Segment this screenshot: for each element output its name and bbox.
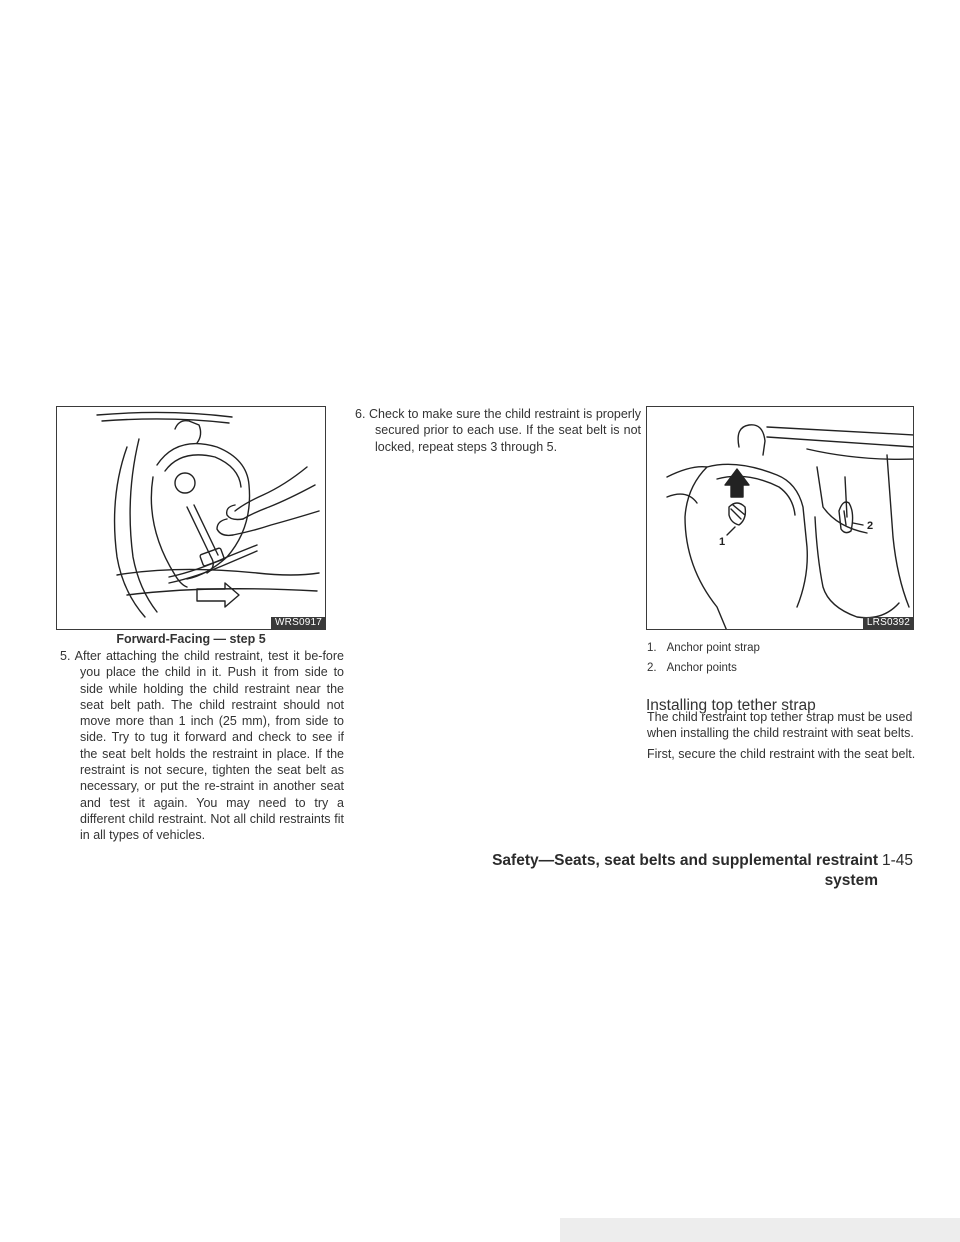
callout-2: 2	[867, 520, 874, 532]
legend-item	[647, 641, 917, 656]
figure-anchor-points	[646, 406, 914, 630]
legend-number: 2.	[647, 662, 657, 674]
figure-code: WRS0917	[271, 617, 325, 629]
watermark-band	[560, 1218, 960, 1242]
legend-label: Anchor points	[666, 662, 737, 674]
legend-label: Anchor point strap	[666, 642, 760, 654]
legend-number: 1.	[647, 642, 657, 654]
step-6-text: 6. Check to make sure the child restraint is properly secured prior to each use. If the seat belt is not locked, repeat steps 3 through 5.	[355, 407, 641, 454]
page-number: 1-45	[882, 852, 914, 869]
anchor-point-illustration	[647, 407, 914, 630]
step-5-text: 5. After attaching the child restraint, test it be-fore you place the child in it. Push it from side to side while holding the child restraint near the seat belt path. The child restraint should not move more than 1 inch (25 mm), from side to side. Try to tug it forward and check to see if the seat belt holds the restraint in place. If the restraint is not secure, tighten the seat belt as necessary, or put the re-straint in another seat and test it again. You may need to try a different child restraint. Not all child restraints fit in all types of vehicles.	[60, 649, 344, 843]
child-restraint-illustration	[57, 407, 326, 630]
callout-1: 1	[719, 536, 726, 548]
legend-item	[647, 661, 917, 676]
figure-caption: Forward-Facing — step 5	[116, 632, 266, 646]
section-paragraph: First, secure the child restraint with the seat belt.	[647, 747, 916, 761]
figure-forward-facing-step5	[56, 406, 326, 630]
footer-section-title: Safety—Seats, seat belts and supplemental restraint system	[492, 852, 878, 889]
section-paragraph: The child restraint top tether strap must be used when installing the child restraint with seat belts.	[647, 710, 914, 741]
figure-code: LRS0392	[863, 617, 913, 629]
section-heading: Installing top tether strap	[646, 696, 816, 714]
